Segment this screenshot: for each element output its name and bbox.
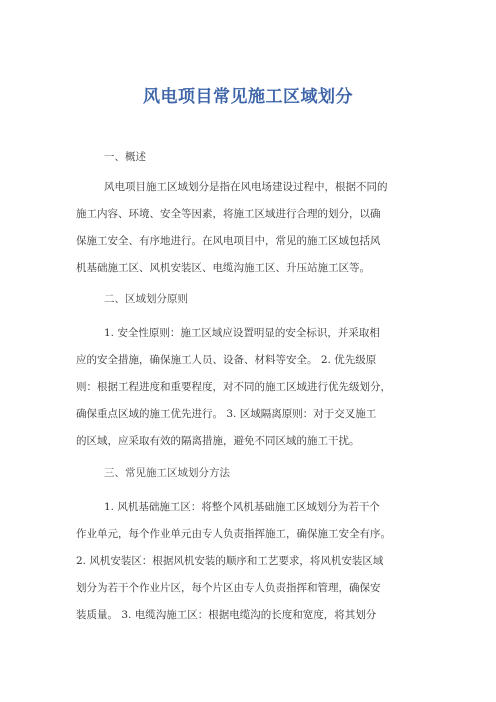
- paragraph-line: 装质量。 3. 电缆沟施工区：根据电缆沟的长度和宽度，将其划分: [76, 609, 377, 621]
- document-title: 风电项目常见施工区域划分: [143, 87, 353, 107]
- paragraph-line: 2. 风机安装区：根据风机安装的顺序和工艺要求，将风机安装区域: [76, 555, 384, 567]
- paragraph-line: 确保重点区域的施工优先进行。 3. 区域隔离原则：对于交叉施工: [76, 408, 377, 420]
- paragraph-line: 1. 风机基础施工区：将整个风机基础施工区域划分为若干个: [104, 501, 380, 513]
- paragraph-line: 1. 安全性原则：施工区域应设置明显的安全标识，并采取相: [104, 327, 380, 339]
- section-heading-overview: 一、概述: [104, 151, 146, 163]
- paragraph-line: 则：根据工程进度和重要程度，对不同的施工区域进行优先级划分，: [76, 381, 391, 393]
- paragraph-line: 施工内容、环境、安全等因素，将施工区域进行合理的划分，以确: [76, 208, 381, 220]
- paragraph-line: 划分为若干个作业片区，每个片区由专人负责指挥和管理，确保安: [76, 582, 381, 594]
- section-heading-principles: 二、区域划分原则: [104, 293, 188, 305]
- paragraph-line: 保施工安全、有序地进行。在风电项目中，常见的施工区域包括风: [76, 235, 381, 247]
- paragraph-line: 作业单元，每个作业单元由专人负责指挥施工，确保施工安全有序。: [76, 528, 391, 540]
- paragraph-line: 风电项目施工区域划分是指在风电场建设过程中，根据不同的: [104, 181, 388, 193]
- section-heading-methods: 三、常见施工区域划分方法: [104, 467, 230, 479]
- paragraph-line: 的区域，应采取有效的隔离措施，避免不同区域的施工干扰。: [76, 435, 360, 447]
- paragraph-line: 应的安全措施，确保施工人员、设备、材料等安全。 2. 优先级原: [76, 354, 377, 366]
- paragraph-line: 机基础施工区、风机安装区、电缆沟施工区、升压站施工区等。: [76, 262, 370, 274]
